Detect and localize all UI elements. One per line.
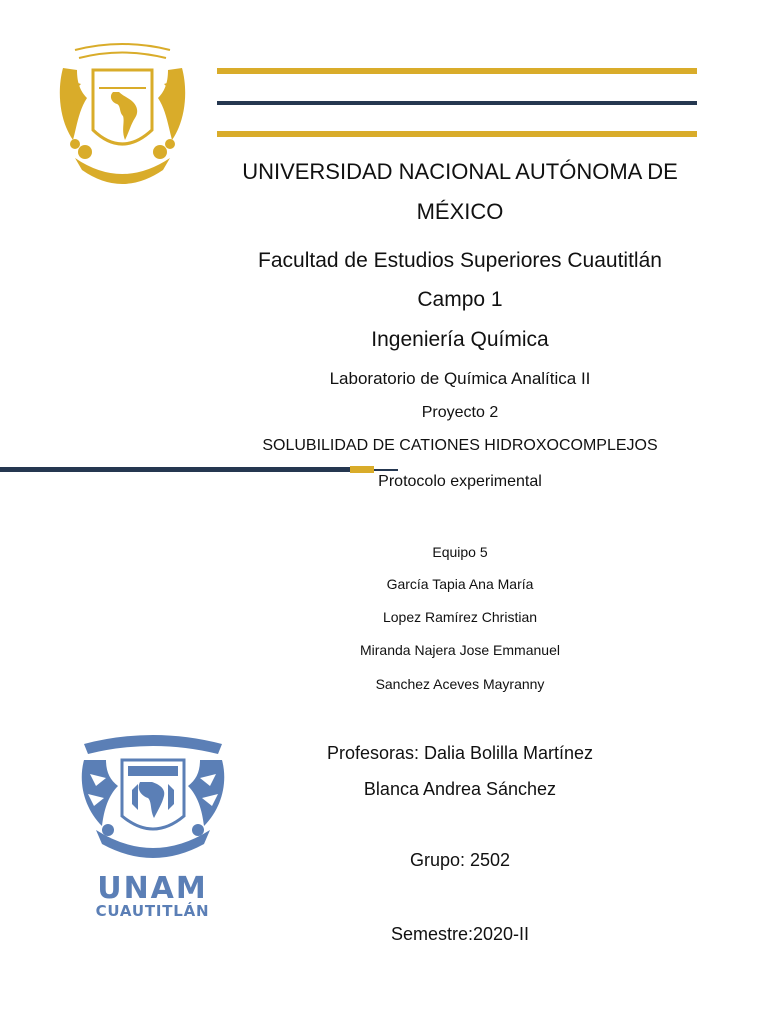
team-member: García Tapia Ana María — [386, 576, 534, 592]
middle-gold-rule — [350, 466, 374, 473]
semester-label: Semestre:2020-II — [390, 924, 530, 944]
cuautitlan-brand-text: CUAUTITLÁN — [95, 902, 210, 920]
professors-line1: Profesoras: Dalia Bolilla Martínez — [326, 743, 594, 763]
middle-navy-rule — [0, 467, 350, 472]
laboratory-name: Laboratorio de Química Analítica II — [329, 369, 591, 388]
group-label: Grupo: 2502 — [409, 850, 511, 870]
campus-name: Campo 1 — [417, 288, 503, 311]
team-member: Sanchez Aceves Mayranny — [375, 676, 545, 692]
team-member: Lopez Ramírez Christian — [382, 609, 538, 625]
project-label: Proyecto 2 — [421, 404, 499, 421]
middle-navy-rule-thin — [374, 469, 398, 471]
university-name-line2: MÉXICO — [416, 199, 504, 224]
university-name-line1: UNIVERSIDAD NACIONAL AUTÓNOMA DE — [242, 159, 678, 184]
unam-emblem-gold-icon — [55, 40, 190, 188]
top-navy-rule — [217, 101, 697, 105]
professors-line2: Blanca Andrea Sánchez — [363, 779, 557, 799]
career-name: Ingeniería Química — [371, 328, 549, 351]
top-gold-rule-1 — [217, 68, 697, 74]
document-type: Protocolo experimental — [378, 473, 542, 490]
faculty-name: Facultad de Estudios Superiores Cuautitlán — [258, 249, 662, 272]
team-label: Equipo 5 — [432, 544, 488, 560]
unam-brand-text: UNAM — [97, 871, 208, 906]
top-gold-rule-2 — [217, 131, 697, 137]
team-member: Miranda Najera Jose Emmanuel — [360, 642, 560, 658]
project-topic: SOLUBILIDAD DE CATIONES HIDROXOCOMPLEJOS — [262, 437, 658, 454]
